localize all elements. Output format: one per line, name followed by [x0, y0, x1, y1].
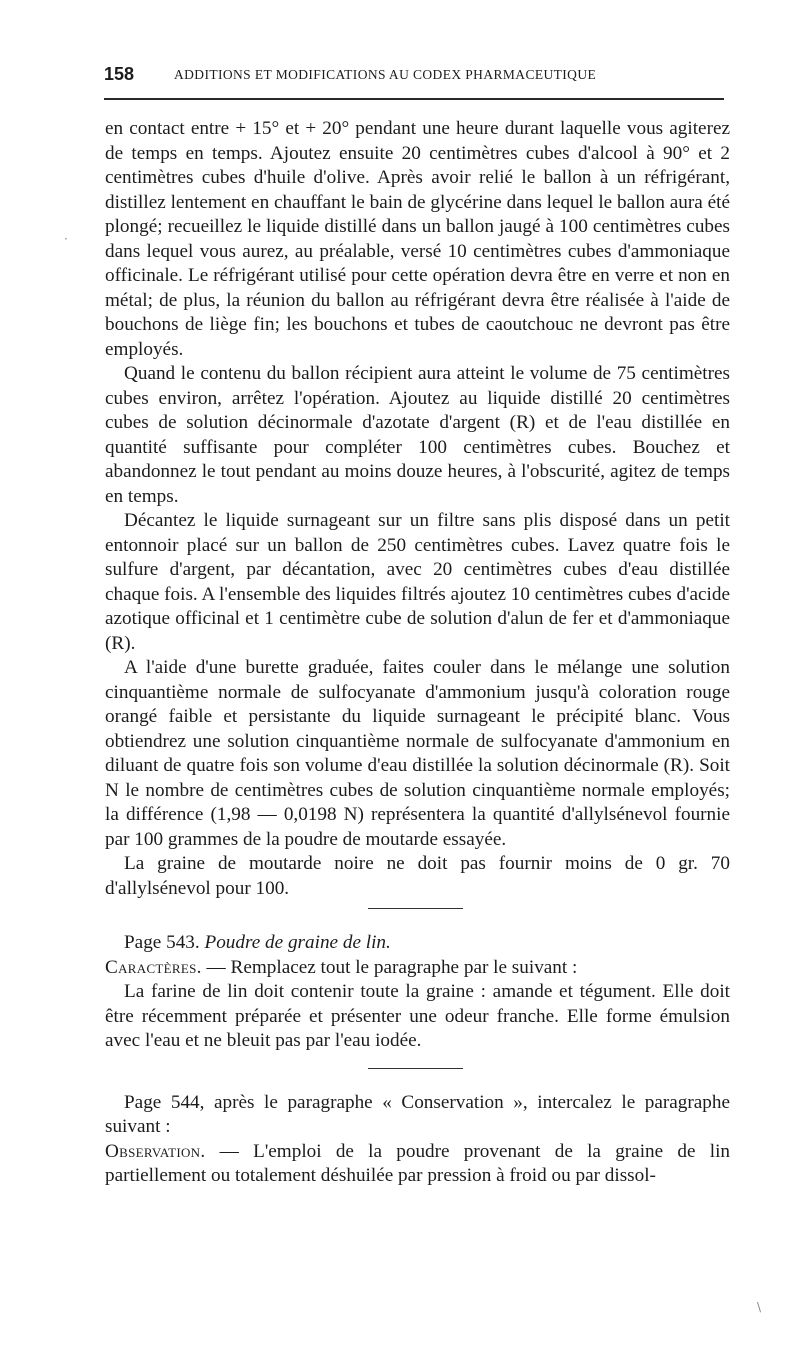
paragraph-distillation-stop: Quand le contenu du ballon récipient aura atteint le volume de 75 centimètres cubes environ, arrêtez l'opération. Ajoutez au liquide distillé 20 centimètres cubes de solution décinormale d'azotate d'argent (R) et de l'eau distillée en quantité suffisante pour compléter 100 centimètres cubes. Bouchez et abandonnez le tout pendant au moins douze heures, à l'obscurité, agitez de temps en temps.	[105, 363, 730, 507]
observation-text: — L'emploi de la poudre provenant de la graine de lin partiellement ou totalement déshuilée par pression à froid ou par dissol-	[105, 1140, 730, 1186]
section-title: Poudre de graine de lin.	[204, 932, 391, 953]
paragraph-decantation: Décantez le liquide surnageant sur un filtre sans plis disposé dans un petit entonnoir placé sur un ballon de 250 centimètres cubes. Lavez quatre fois le sulfure d'argent, par décantation, avec 20 centimètres cubes d'eau distillée chaque fois. A l'ensemble des liquides filtrés ajoutez 10 centimètres cubes d'acide azotique officinal et 1 centimètre cube de solution d'alun de fer et d'ammoniaque (R).	[105, 510, 730, 654]
section-heading-lin	[105, 931, 730, 956]
running-title: ADDITIONS ET MODIFICATIONS AU CODEX PHARMACEUTIQUE	[174, 67, 597, 82]
caracteres-instruction: — Remplacez tout le paragraphe par le suivant :	[201, 956, 578, 978]
print-speck: ·	[64, 232, 68, 246]
paragraph-titration: A l'aide d'une burette graduée, faites couler dans le mélange une solution cinquantième normale de sulfocyanate d'ammonium jusqu'à coloration rouge orangé faible et persistante du liquide surnageant le précipité blanc. Vous obtiendrez une solution cinquantième normale de sulfocyanate d'ammonium en diluant de quatre fois son volume d'eau distillée la solution décinormale (R). Soit N le nombre de centimètres cubes de solution cinquantième normale employés; la différence (1,98 — 0,0198 N) représentera la quantité d'allylsénevol fournie par 100 grammes de la poudre de moutarde essayée.	[105, 657, 730, 850]
observation-line	[105, 1140, 730, 1189]
caracteres-line	[105, 956, 730, 981]
page-number: 158	[104, 64, 135, 84]
observation-label: Observation.	[105, 1140, 206, 1162]
page-header	[104, 62, 726, 88]
paragraph-farine-de-lin: La farine de lin doit contenir toute la graine : amande et tégument. Elle doit être récemment préparée et présenter une odeur franche. Elle forme émulsion avec l'eau et ne bleuit pas par l'eau iodée.	[105, 981, 730, 1051]
paragraph-minimum-yield: La graine de moutarde noire ne doit pas fournir moins de 0 gr. 70 d'allylsénevol pour 100.	[105, 853, 730, 899]
page-reference: Page 543.	[124, 932, 200, 953]
paragraph-insertion-intro: Page 544, après le paragraphe « Conservation », intercalez le paragraphe suivant :	[105, 1091, 730, 1137]
body-text	[105, 117, 730, 1189]
paragraph-continuation: en contact entre + 15° et + 20° pendant une heure durant laquelle vous agiterez de temps en temps. Ajoutez ensuite 20 centimètres cubes d'alcool à 90° et 2 centimètres cubes d'huile d'olive. Après avoir relié le ballon à un réfrigérant, distillez lentement en chauffant le bain de glycérine dans lequel le ballon aura été plongé; recueillez le liquide distillé dans un ballon jaugé à 100 centimètres cubes dans lequel vous aurez, au préalable, versé 10 centimètres cubes d'ammoniaque officinale. Le réfrigérant utilisé pour cette opération devra être en verre et non en métal; de plus, la réunion du ballon au réfrigérant devra être réalisée à l'aide de bouchons de liège fin; les bouchons et tubes de caoutchouc ne devront pas être employés.	[105, 118, 730, 360]
print-speck: \	[757, 1300, 762, 1314]
header-rule	[104, 98, 724, 100]
caracteres-label: Caractères.	[105, 956, 202, 978]
